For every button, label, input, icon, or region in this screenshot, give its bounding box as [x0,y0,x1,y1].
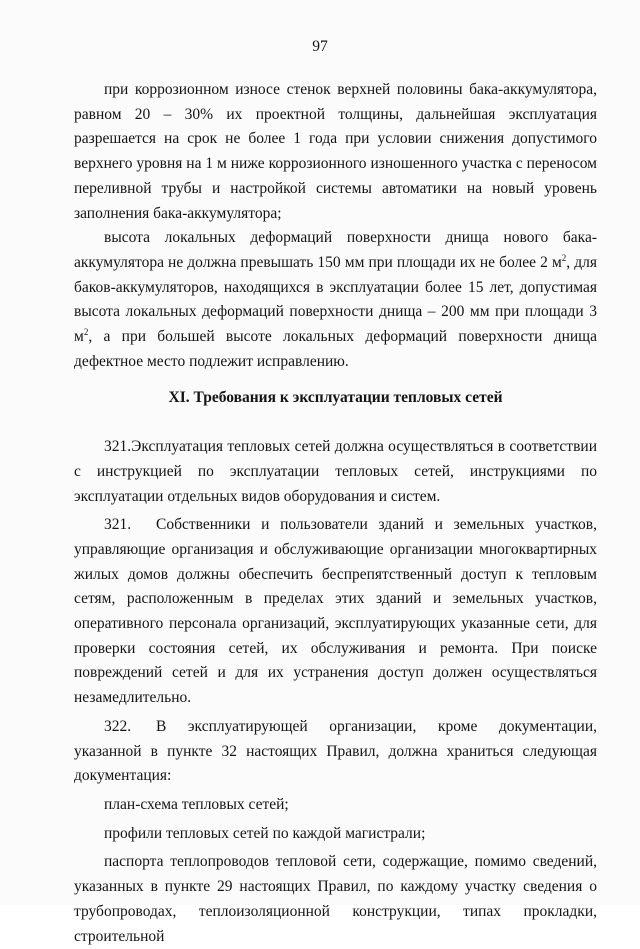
document-body [74,78,597,949]
superscript-square-2: 2 [83,326,89,337]
item-number: 321. [104,516,132,534]
item-321-access [74,513,597,711]
spacer [74,411,597,435]
deformation-text-part-3: , а при большей высоте локальных деформаций поверхности днища дефектное место подлежит исправлению. [74,328,597,370]
list-item-pipeline-passports: паспорта теплопроводов тепловой сети, содержащие, помимо сведений, указанных в пункте 29 настоящих Правил, по каждому участку сведения о трубопроводах, теплоизоляционной конструкции, типах прокладки, строительной [74,853,597,945]
deformation-text-part-1: высота локальных деформаций поверхности днища нового бака-аккумулятора не должна превышать 150 мм при площади их не более 2 м [74,229,597,271]
deformation-text-part-2: , для баков-аккумуляторов, находящихся в эксплуатации более 15 лет, допустимая высота локальных деформаций поверхности днища – 200 мм при площади 3 м [74,253,597,346]
page-number: 97 [312,38,328,55]
paragraph-bottom-deformation [74,226,597,374]
item-322-documentation [74,715,597,789]
item-text: Собственники и пользователи зданий и земельных участков, управляющие организация и обслуживающие организации многоквартирных жилых домов должны обеспечить беспрепятственный доступ к тепловым сетям, расположенным в пределах этих зданий и земельных участков, оперативного персонала организаций, эксплуатирующих указанные сети, для проверки состояния сетей, их обслуживания и ремонта. При поиске повреждений сетей и для их устранения доступ должен осуществляться незамедлительно. [74,516,597,707]
item-number: 322. [104,717,132,735]
section-heading: XI. Требования к эксплуатации тепловых сетей [168,389,503,407]
paragraph-corrosion-wear: при коррозионном износе стенок верхней половины бака-аккумулятора, равном 20 – 30% их проектной толщины, дальнейшая эксплуатация разрешается на срок не более 1 года при условии снижения допустимого верхнего уровня на 1 м ниже коррозионного изношенного участка с переносом переливной трубы и настройкой системы автоматики на новый уровень заполнения бака-аккумулятора; [74,81,597,222]
superscript-square-1: 2 [561,252,567,263]
item-320-operation: 321.Эксплуатация тепловых сетей должна осуществляться в соответствии с инструкцией по эксплуатации тепловых сетей, инструкциями по эксплуатации отдельных видов оборудования и систем. [74,438,597,505]
list-item-network-profiles: профили тепловых сетей по каждой магистрали; [104,824,426,842]
list-item-network-plan: план-схема тепловых сетей; [104,795,289,813]
item-text: В эксплуатирующей организации, кроме документации, указанной в пункте 32 настоящих Правил, должна храниться следующая документация: [74,717,597,785]
